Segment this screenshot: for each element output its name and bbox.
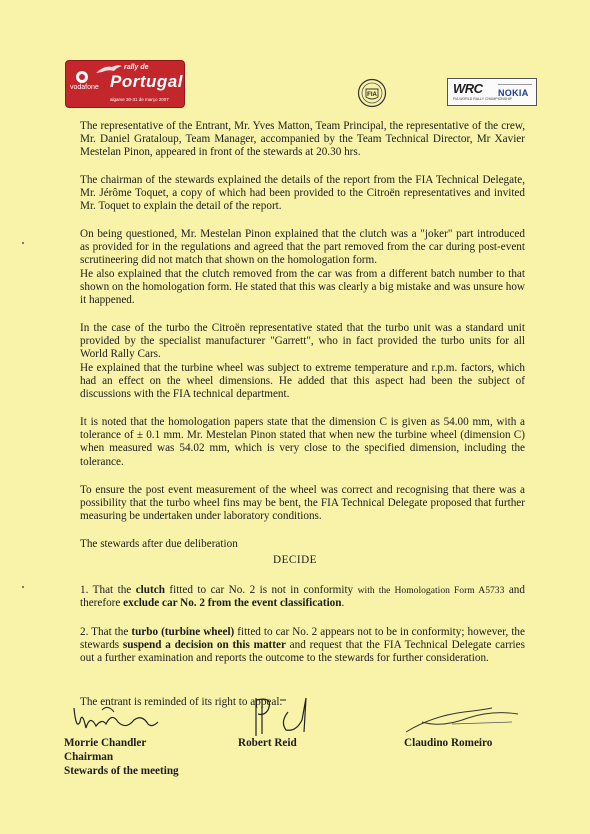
signature-chandler-icon (72, 700, 162, 738)
svg-text:FIA: FIA (367, 92, 377, 98)
decision2-text2: fitted to car No. 2 appears not to be in conformity; however, the stewards (80, 626, 525, 652)
decision2-bold1: turbo (turbine wheel) (131, 626, 235, 638)
wrc-subtitle: FIA WORLD RALLY CHAMPIONSHIP (453, 97, 512, 101)
nokia-text: NOKIA (498, 88, 529, 98)
logo-divider (498, 84, 532, 85)
wrc-text: WRC (453, 81, 483, 96)
decide-heading: DECIDE (272, 554, 317, 566)
steward-romeiro-name: Claudino Romeiro (404, 737, 493, 749)
margin-mark (22, 586, 24, 588)
steward-chandler-role: Chairman (64, 751, 114, 763)
decision1-text1: 1. That the (80, 584, 136, 596)
signature-reid-icon (244, 692, 334, 740)
paragraph-laboratory-measure: To ensure the post event measurement of the wheel was correct and recognising that there was a possibility that the turbo wheel fins may be bent, the FIA Technical Delegate proposed that further measuring be undertaken under laboratory conditions. (80, 484, 525, 523)
logo-dates: algarve 30-31 de março 2007 (110, 97, 169, 102)
logo-sponsor: vodafone (70, 84, 99, 91)
paragraph-turbine-wheel: He explained that the turbine wheel was subject to extreme temperature and r.p.m. factors, which had an effect on the wheel dimensions. He added that this aspect had been the subject of discussions with the FIA technical department. (80, 362, 525, 401)
appeal-reminder: The entrant is reminded of its right to appeal. (80, 696, 283, 708)
decision1-text3: and therefore (80, 584, 525, 610)
signature-romeiro-icon (402, 700, 522, 740)
steward-reid-name: Robert Reid (238, 737, 297, 749)
logo-rally-line2: Portugal (110, 72, 183, 91)
decision-turbo (80, 626, 525, 666)
steward-chandler-role2: Stewards of the meeting (64, 765, 179, 777)
paragraph-clutch-explanation: On being questioned, Mr. Mestelan Pinon explained that the clutch was a "joker" part introduced as provided for in the regulations and agreed that the part removed from the car during post-event scrutineering did not match that shown on the homologation form. (80, 228, 525, 267)
decision1-homologation-ref: with the Homologation Form A5733 (357, 585, 505, 596)
rally-de-portugal-logo (65, 60, 185, 108)
decision2-text3: and request that the FIA Technical Delegate carries out a further examination and reports the outcome to the stewards for further consideration. (80, 639, 525, 665)
decision1-text4: . (341, 597, 345, 610)
paragraph-homologation-dimension: It is noted that the homologation papers state that the dimension C is given as 54.00 mm, with a tolerance of ± 0.1 mm. Mr. Mestelan Pinon stated that when new the turbine wheel (dimension C) when measured was 54.02 mm, which is very close to the specified dimension, including the tolerance. (80, 416, 525, 468)
fia-logo-icon (357, 78, 387, 108)
decision-clutch (80, 584, 525, 610)
margin-mark (22, 242, 24, 244)
decision2-text1: 2. That the (80, 626, 132, 638)
decision1-text2: fitted to car No. 2 is not in conformity (164, 584, 358, 596)
paragraph-deliberation: The stewards after due deliberation (80, 538, 238, 550)
vodafone-logo-icon (76, 71, 88, 83)
wrc-nokia-logo (447, 78, 537, 106)
paragraph-attendance: The representative of the Entrant, Mr. Yves Matton, Team Principal, the representative of the crew, Mr. Daniel Grataloup, Team Manager, accompanied by the Team Technical Director, Mr Xavier Mestelan Pinon, appeared in front of the stewards at 20.30 hrs. (80, 120, 525, 159)
paragraph-report: The chairman of the stewards explained the details of the report from the FIA Technical Delegate, Mr. Jérôme Toquet, a copy of which had been provided to the Citroën representatives and invited Mr. Toquet to explain the detail of the report. (80, 174, 525, 213)
paragraph-clutch-batch: He also explained that the clutch removed from the car was from a different batch number to that shown on the homologation form. He stated that this was clearly a big mistake and was unsure how it happened. (80, 268, 525, 307)
paragraph-turbo-unit: In the case of the turbo the Citroën representative stated that the turbo unit was a standard unit provided by the specialist manufacturer "Garrett", who in fact provided the turbo units for all World Rally Cars. (80, 322, 525, 361)
decision1-bold1: clutch (135, 584, 165, 596)
steward-chandler (64, 736, 179, 778)
steward-chandler-name: Morrie Chandler (64, 737, 147, 749)
logo-rally-line1: rally de (124, 64, 149, 71)
decision2-bold2: suspend a decision on this matter (122, 639, 286, 652)
decision1-bold2: exclude car No. 2 from the event classification (123, 597, 342, 610)
